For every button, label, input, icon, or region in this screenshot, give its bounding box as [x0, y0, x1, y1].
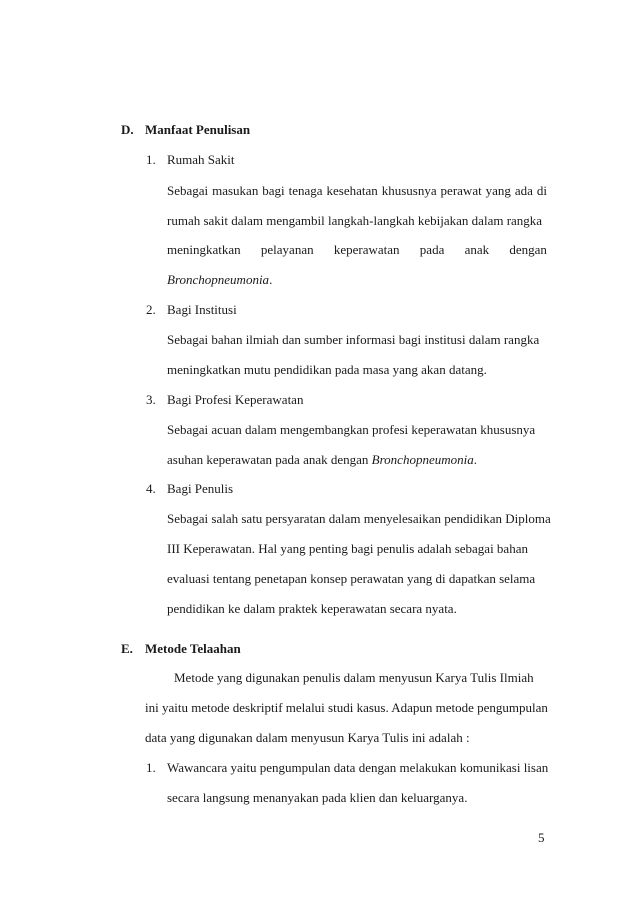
period: . — [269, 272, 273, 287]
section-e-para-line-2: ini yaitu metode deskriptif melalui studi kasus. Adapun metode pengumpulan — [145, 700, 548, 715]
section-e-para-line-3: data yang digunakan dalam menyusun Karya Tulis ini adalah : — [145, 730, 470, 745]
item-1-line-3 — [167, 242, 547, 258]
word: keperawatan — [333, 242, 400, 257]
section-e-para-line-1: Metode yang digunakan penulis dalam menyusun Karya Tulis Ilmiah — [174, 670, 534, 685]
item-2-line-2: meningkatkan mutu pendidikan pada masa yang akan datang. — [167, 362, 487, 377]
item-1-line-1 — [167, 183, 547, 199]
item-4-line-1: Sebagai salah satu persyaratan dalam menyelesaikan pendidikan Diploma — [167, 511, 551, 526]
item-1-line-4 — [167, 272, 272, 288]
item-3-title: Bagi Profesi Keperawatan — [167, 392, 304, 407]
section-e-heading: Metode Telaahan — [145, 641, 241, 656]
item-1-line-2: rumah sakit dalam mengambil langkah-langkah kebijakan dalam rangka — [167, 213, 543, 228]
word: dengan — [509, 242, 547, 257]
item-1-number: 1. — [146, 152, 156, 167]
section-d-heading: Manfaat Penulisan — [145, 122, 251, 137]
word: pada — [419, 242, 445, 257]
page-number: 5 — [538, 830, 545, 845]
item-2-number: 2. — [146, 302, 156, 317]
section-d-letter: D. — [121, 122, 134, 137]
section-e-letter: E. — [121, 641, 133, 656]
item-2-title: Bagi Institusi — [167, 302, 237, 317]
period: . — [473, 452, 477, 467]
item-4-line-3: evaluasi tentang penetapan konsep perawatan yang di dapatkan selama — [167, 571, 536, 586]
item-4-line-2: III Keperawatan. Hal yang penting bagi penulis adalah sebagai bahan — [167, 541, 528, 556]
item-3-line-2 — [167, 452, 477, 468]
item-4-title: Bagi Penulis — [167, 481, 234, 496]
section-e-item-1-number: 1. — [146, 760, 156, 775]
text: asuhan keperawatan pada anak dengan — [167, 452, 372, 467]
item-1-line-1-text: Sebagai masukan bagi tenaga kesehatan khususnya perawat yang ada di — [167, 183, 547, 198]
section-e-item-1-line-2: secara langsung menanyakan pada klien dan keluarganya. — [167, 790, 468, 805]
word: meningkatkan — [167, 242, 241, 257]
item-4-number: 4. — [146, 481, 156, 496]
item-1-title: Rumah Sakit — [167, 152, 235, 167]
item-3-line-1: Sebagai acuan dalam mengembangkan profesi keperawatan khususnya — [167, 422, 536, 437]
item-3-number: 3. — [146, 392, 156, 407]
word: anak — [464, 242, 490, 257]
italic-term: Bronchopneumonia — [167, 272, 270, 287]
section-e-item-1-line-1: Wawancara yaitu pengumpulan data dengan melakukan komunikasi lisan — [167, 760, 549, 775]
item-2-line-1: Sebagai bahan ilmiah dan sumber informasi bagi institusi dalam rangka — [167, 332, 540, 347]
word: pelayanan — [260, 242, 314, 257]
italic-term: Bronchopneumonia — [371, 452, 474, 467]
item-4-line-4: pendidikan ke dalam praktek keperawatan secara nyata. — [167, 601, 457, 616]
